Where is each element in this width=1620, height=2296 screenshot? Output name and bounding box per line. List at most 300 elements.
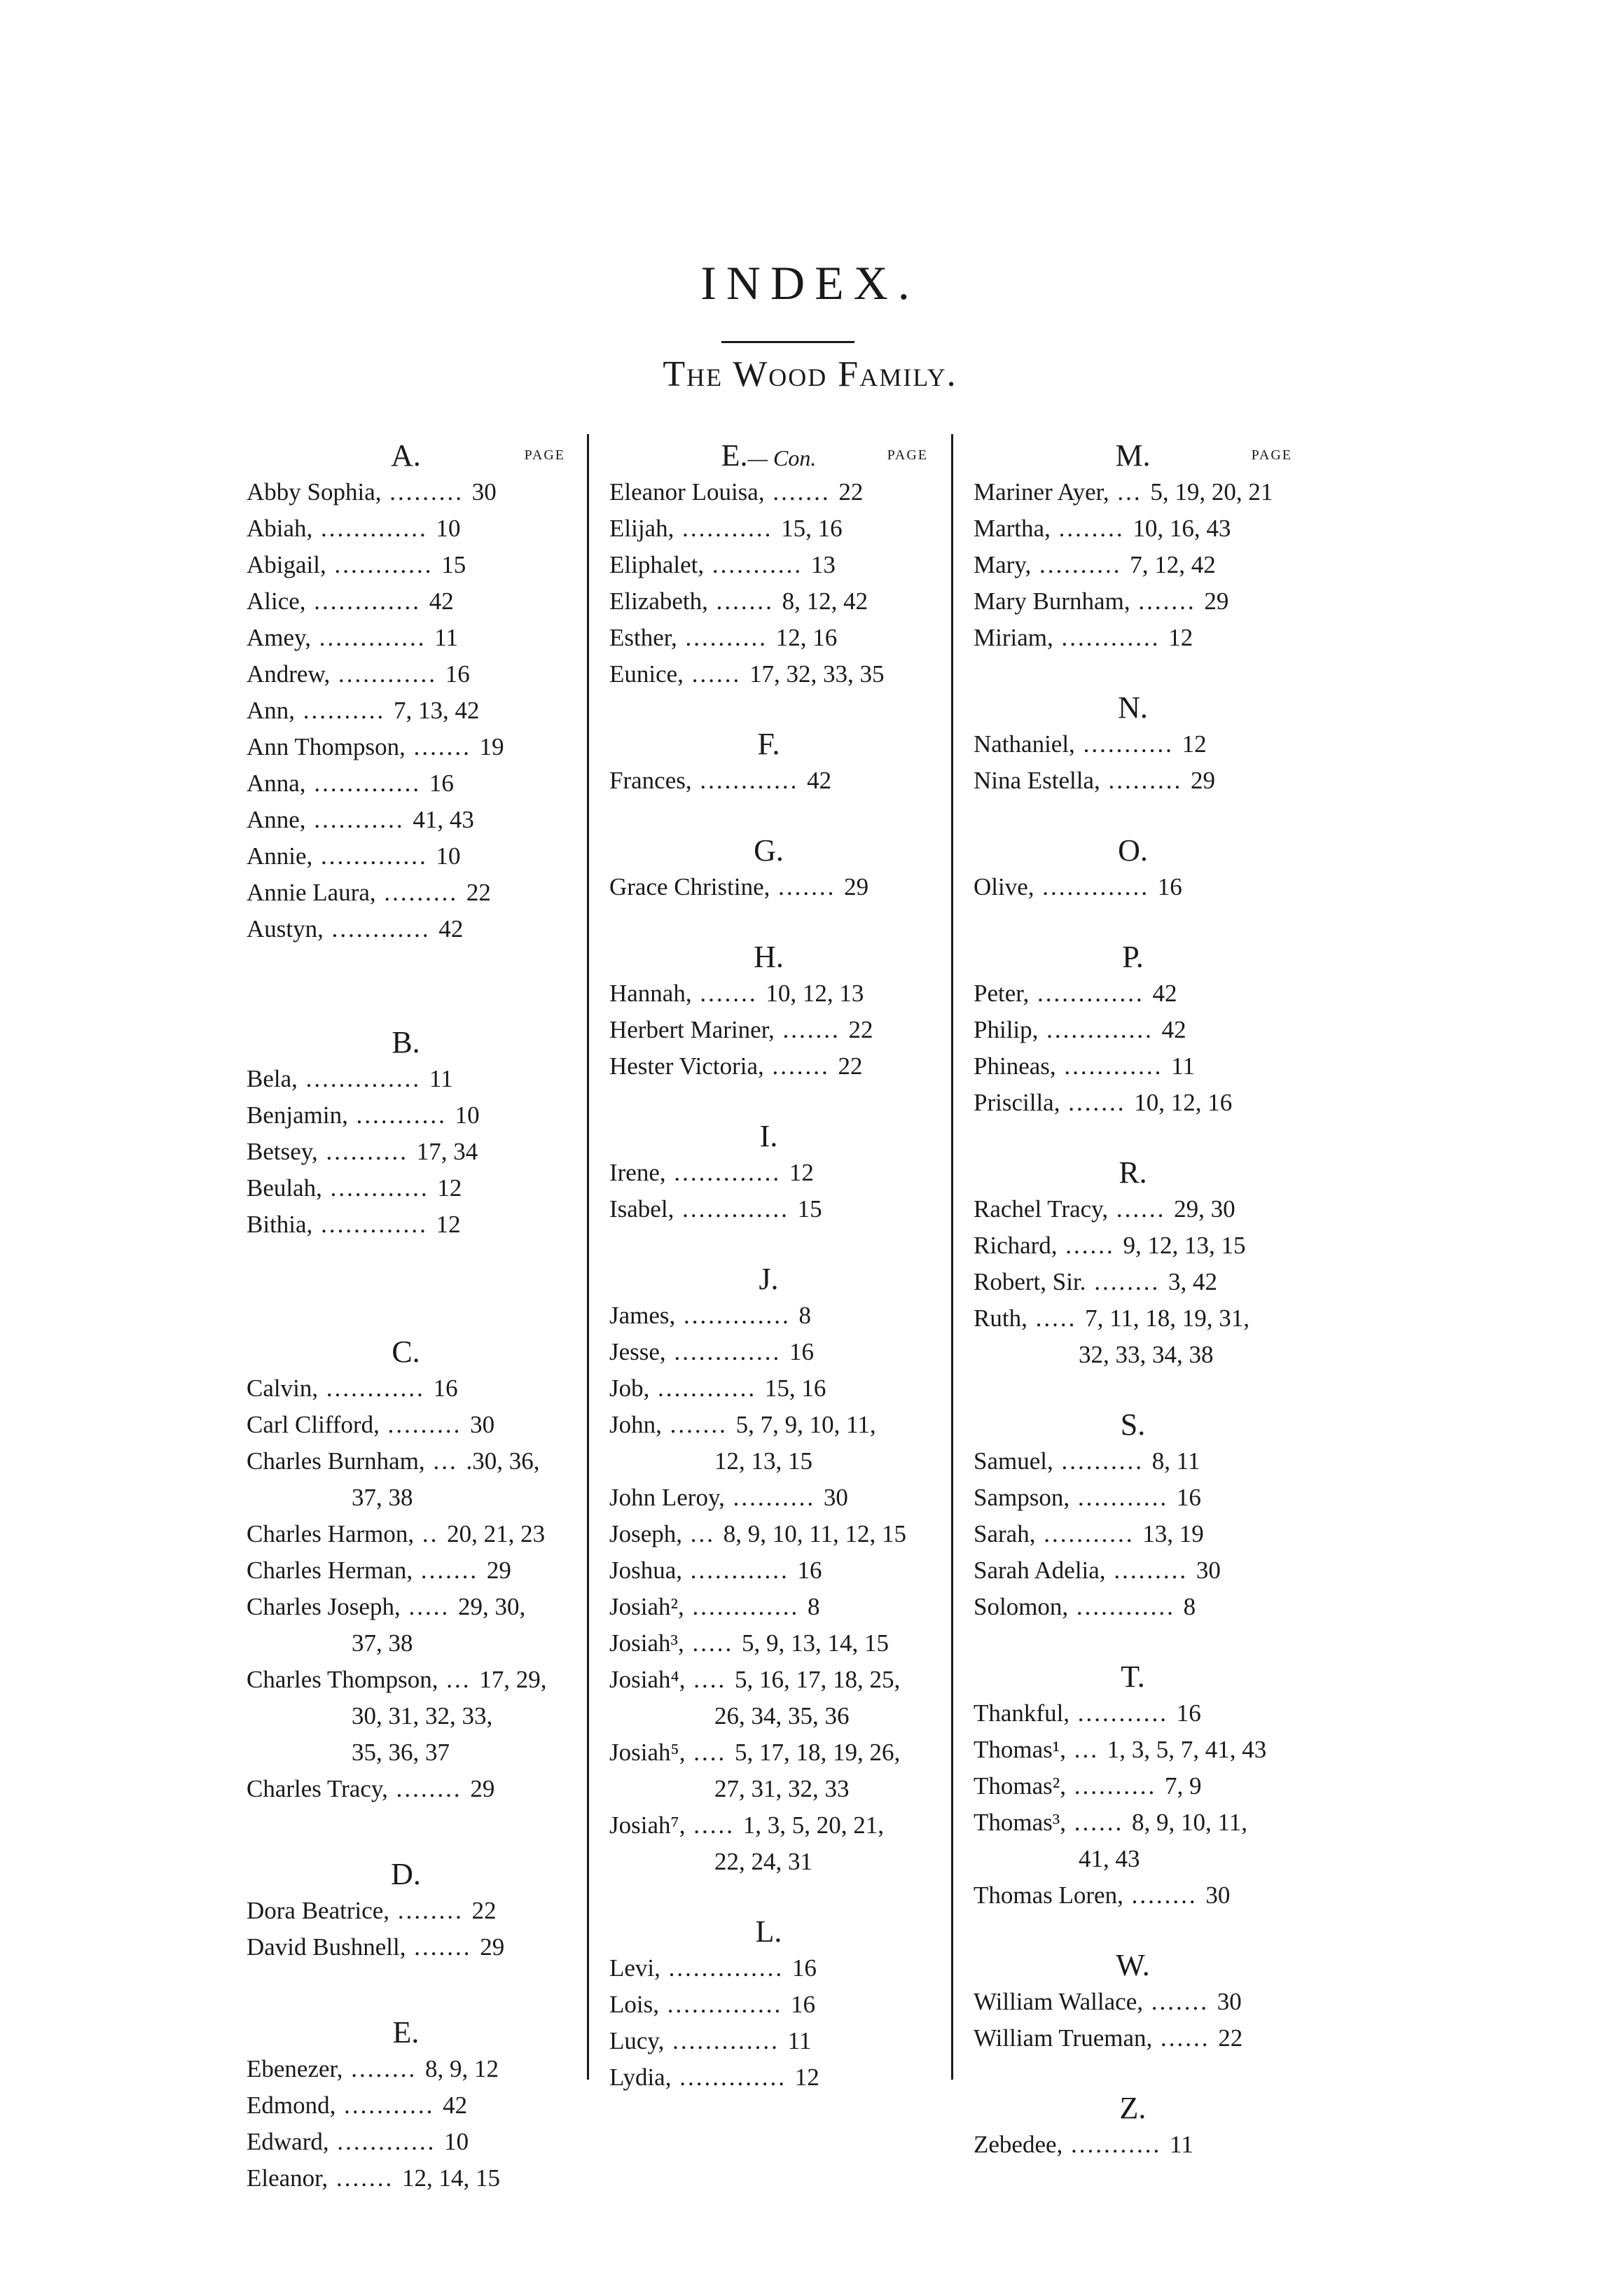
dot-leader: ............. — [1038, 1016, 1162, 1043]
index-entry — [974, 1227, 1292, 1264]
dot-leader: .......... — [295, 697, 394, 724]
entry-name: Annie, — [247, 842, 313, 870]
index-entry — [247, 2124, 565, 2160]
dot-leader: ........ — [389, 1897, 472, 1924]
entry-pages: 15 — [797, 1195, 822, 1223]
entry-name: Hannah, — [609, 980, 692, 1007]
title-rule — [721, 341, 854, 343]
dot-leader: .... — [685, 1739, 735, 1766]
dot-leader: ............ — [1055, 1052, 1172, 1080]
entry-name: Ann Thompson, — [247, 733, 406, 760]
index-entry — [247, 802, 565, 838]
index-entry — [247, 875, 565, 911]
entry-pages: 11 — [429, 1065, 453, 1092]
letter-heading-e-continued: E.— Con. PAGE — [721, 438, 928, 473]
dot-leader: ............. — [1029, 980, 1153, 1007]
entry-pages: 30 — [1205, 1881, 1231, 1909]
dot-leader: .......... — [1053, 1447, 1152, 1475]
index-entry — [247, 1893, 565, 1929]
entry-name: David Bushnell, — [247, 1933, 406, 1961]
dot-leader: ......... — [1100, 767, 1191, 794]
entry-pages: 29, 30, — [457, 1593, 526, 1620]
index-entry — [247, 620, 565, 656]
dot-leader: ........... — [1062, 2131, 1170, 2158]
dot-leader: .......... — [1066, 1772, 1165, 1800]
index-entry — [609, 1155, 928, 1191]
entry-pages: 42 — [438, 915, 464, 942]
entry-pages: 8 — [808, 1593, 820, 1620]
entry-name: Samuel, — [974, 1447, 1053, 1475]
entry-name: Calvin, — [247, 1375, 319, 1402]
dot-leader: ............ — [318, 1375, 434, 1402]
index-entry — [609, 1480, 928, 1516]
dot-leader: ... — [1109, 478, 1151, 506]
index-entry — [974, 474, 1292, 510]
letter-heading-t: T. — [1121, 1660, 1145, 1694]
entry-pages: 12 — [437, 1174, 462, 1202]
entry-pages: 5, 7, 9, 10, 11, — [735, 1411, 876, 1438]
index-entry — [609, 1552, 928, 1589]
dot-leader: ........... — [347, 1101, 455, 1129]
index-entry — [609, 1662, 928, 1698]
entry-name: Abiah, — [247, 515, 313, 542]
index-entry — [247, 1097, 565, 1134]
index-entry — [974, 583, 1292, 620]
dot-leader: ........... — [1035, 1520, 1143, 1547]
entry-pages: 29 — [844, 873, 869, 900]
dot-leader: ....... — [1142, 1988, 1217, 2015]
dot-leader: ........... — [674, 515, 782, 542]
letter-heading-h: H. — [754, 940, 784, 974]
entry-pages: 11 — [787, 2027, 812, 2054]
entry-name: Sarah, — [974, 1520, 1036, 1547]
letter-heading-d: D. — [391, 1857, 421, 1891]
entry-pages: 10 — [455, 1101, 480, 1129]
dot-leader: ........ — [342, 2055, 426, 2082]
entry-pages: 16 — [429, 770, 454, 797]
index-entry — [609, 1370, 928, 1407]
letter-heading-z: Z. — [1119, 2091, 1147, 2125]
dot-leader: .......... — [677, 624, 776, 651]
index-entry — [974, 975, 1292, 1012]
entry-pages: 22 — [848, 1016, 873, 1043]
entry-pages-continued: 26, 34, 35, 36 — [714, 1702, 850, 1730]
entry-pages: 29 — [1191, 767, 1216, 794]
letter-heading-o: O. — [1118, 833, 1148, 868]
entry-name: William Trueman, — [974, 2024, 1153, 2052]
entry-name: Dora Beatrice, — [247, 1897, 390, 1924]
entry-pages: 11 — [434, 624, 458, 651]
entry-name: Thomas³, — [974, 1809, 1067, 1836]
entry-pages: 16 — [1176, 1699, 1201, 1727]
entry-pages: 10 — [436, 842, 461, 870]
entry-pages: 16 — [1176, 1484, 1201, 1511]
entry-pages: 42 — [807, 767, 832, 794]
dot-leader: ... — [682, 1520, 724, 1547]
dot-leader: ..... — [400, 1593, 458, 1620]
dot-leader: .. — [414, 1520, 448, 1547]
entry-name: Bela, — [247, 1065, 298, 1092]
entry-pages-continued: 41, 43 — [1079, 1845, 1140, 1872]
entry-name: Mary, — [974, 551, 1032, 578]
index-entry — [974, 726, 1292, 763]
letter-heading-a: A. PAGE — [391, 438, 565, 473]
dot-leader: ... — [438, 1666, 480, 1693]
dot-leader: ....... — [770, 873, 845, 900]
letter-heading-w: W. — [1116, 1948, 1150, 1982]
entry-pages-continued: 35, 36, 37 — [352, 1739, 450, 1766]
index-entry — [974, 1048, 1292, 1085]
entry-name: Olive, — [974, 873, 1034, 900]
dot-leader: ............ — [328, 2128, 445, 2155]
index-entry — [247, 547, 565, 583]
index-entry — [247, 729, 565, 765]
entry-pages: 29 — [486, 1557, 511, 1584]
entry-pages-continued: 37, 38 — [352, 1484, 413, 1511]
entry-pages: 10 — [444, 2128, 469, 2155]
entry-pages: 22 — [466, 879, 491, 906]
entry-pages-continued: 30, 31, 32, 33, — [352, 1702, 493, 1730]
index-entry — [609, 474, 928, 510]
entry-name: Eleanor Louisa, — [609, 478, 765, 506]
index-entry — [247, 1771, 565, 1807]
entry-name: Josiah², — [609, 1593, 684, 1620]
dot-leader: ....... — [661, 1411, 736, 1438]
dot-leader: ....... — [405, 733, 480, 760]
dot-leader: ............. — [311, 624, 435, 651]
dot-leader: ........ — [1123, 1881, 1206, 1909]
letter-heading-s: S. — [1120, 1407, 1146, 1442]
entry-name: Josiah⁵, — [609, 1739, 686, 1766]
entry-pages: 15 — [441, 551, 466, 578]
dot-leader: ............. — [312, 515, 436, 542]
dot-leader: ............ — [1068, 1593, 1184, 1620]
entry-name: Philip, — [974, 1016, 1039, 1043]
index-entry — [974, 1480, 1292, 1516]
entry-name: Josiah⁷, — [609, 1811, 686, 1839]
entry-name: Lois, — [609, 1991, 659, 2018]
entry-name: Edward, — [247, 2128, 329, 2155]
dot-leader: ...... — [1152, 2024, 1219, 2052]
index-entry — [247, 1206, 565, 1243]
index-entry — [974, 1589, 1292, 1625]
letter-heading-b: B. — [392, 1025, 420, 1059]
entry-name: Jesse, — [609, 1338, 666, 1365]
dot-leader: ....... — [764, 478, 839, 506]
dot-leader: ............ — [321, 1174, 438, 1202]
entry-pages: 10, 12, 13 — [766, 980, 864, 1007]
entry-pages: 16 — [790, 1991, 815, 2018]
entry-name: Thomas², — [974, 1772, 1067, 1800]
entry-name: Mary Burnham, — [974, 587, 1130, 615]
entry-name: Zebedee, — [974, 2131, 1063, 2158]
dot-leader: ............. — [665, 1338, 789, 1365]
entry-name: Irene, — [609, 1159, 666, 1186]
index-entry — [974, 2020, 1292, 2057]
entry-pages: 17, 29, — [479, 1666, 547, 1693]
dot-leader: .... — [685, 1666, 735, 1693]
entry-pages-continued: 12, 13, 15 — [714, 1447, 812, 1475]
dot-leader: ............. — [684, 1593, 808, 1620]
entry-name: Peter, — [974, 980, 1030, 1007]
entry-pages: 15, 16 — [764, 1375, 826, 1402]
entry-name: Josiah³, — [609, 1629, 684, 1657]
entry-pages: 22 — [1218, 2024, 1243, 2052]
index-entry — [974, 1768, 1292, 1804]
dot-leader: ......... — [381, 478, 472, 506]
entry-name: Sampson, — [974, 1484, 1070, 1511]
entry-pages: 13, 19 — [1142, 1520, 1204, 1547]
dot-leader: ....... — [707, 587, 782, 615]
dot-leader: ......... — [375, 879, 466, 906]
column-divider-right — [951, 434, 953, 2080]
index-entry — [247, 1929, 565, 1965]
dot-leader: ....... — [691, 980, 766, 1007]
dot-leader: ...... — [1108, 1195, 1175, 1223]
entry-pages: 10 — [436, 515, 461, 542]
entry-pages: 17, 32, 33, 35 — [749, 660, 885, 688]
entry-pages: 1, 3, 5, 7, 41, 43 — [1107, 1736, 1267, 1763]
index-entry — [609, 583, 928, 620]
index-entry — [247, 1134, 565, 1170]
index-entry — [609, 1950, 928, 1987]
entry-name: Austyn, — [247, 915, 324, 942]
index-entry — [609, 975, 928, 1012]
dot-leader: ............. — [1034, 873, 1158, 900]
entry-name: Benjamin, — [247, 1101, 348, 1129]
dot-leader: ..... — [685, 1811, 743, 1839]
entry-name: William Wallace, — [974, 1988, 1143, 2015]
entry-pages: 12, 16 — [775, 624, 838, 651]
index-entry — [974, 2127, 1292, 2163]
dot-leader: ..... — [1027, 1304, 1086, 1332]
dot-leader: ........... — [1069, 1699, 1177, 1727]
entry-pages: 30 — [1196, 1557, 1221, 1584]
column-divider-left — [587, 434, 589, 2080]
dot-leader: ............ — [323, 915, 439, 942]
index-entry — [247, 693, 565, 729]
entry-name: Amey, — [247, 624, 312, 651]
dot-leader: ........... — [335, 2092, 443, 2119]
entry-name: Charles Joseph, — [247, 1593, 401, 1620]
dot-leader: ............ — [330, 660, 445, 688]
entry-name: Esther, — [609, 624, 677, 651]
entry-pages: 8, 9, 10, 11, 12, 15 — [723, 1520, 906, 1547]
entry-pages-continued: 22, 24, 31 — [714, 1848, 812, 1875]
entry-name: Joseph, — [609, 1520, 683, 1547]
entry-name: Nina Estella, — [974, 767, 1100, 794]
letter-heading-l: L. — [755, 1914, 782, 1949]
dot-leader: ....... — [328, 2164, 402, 2192]
dot-leader: ............ — [691, 767, 808, 794]
entry-pages: 29 — [1204, 587, 1229, 615]
entry-name: Abigail, — [247, 551, 326, 578]
index-entry — [247, 765, 565, 802]
index-entry — [247, 510, 565, 547]
entry-pages: 16 — [789, 1338, 814, 1365]
entry-pages: 12 — [789, 1159, 814, 1186]
entry-pages: 5, 19, 20, 21 — [1150, 478, 1273, 506]
index-entry — [974, 547, 1292, 583]
entry-pages: 41, 43 — [413, 806, 474, 833]
index-entry — [609, 510, 928, 547]
dot-leader: ....... — [774, 1016, 849, 1043]
entry-name: Annie Laura, — [247, 879, 376, 906]
entry-name: Priscilla, — [974, 1089, 1060, 1116]
entry-pages: 12 — [1168, 624, 1193, 651]
entry-name: Eunice, — [609, 660, 684, 688]
entry-name: Ruth, — [974, 1304, 1027, 1332]
entry-pages: 8, 9, 12 — [425, 2055, 499, 2082]
entry-name: Joshua, — [609, 1557, 683, 1584]
dot-leader: .......... — [1031, 551, 1130, 578]
entry-name: Charles Tracy, — [247, 1775, 388, 1802]
letter-heading-m: M. PAGE — [1115, 438, 1292, 473]
entry-pages: 42 — [1152, 980, 1177, 1007]
entry-name: Herbert Mariner, — [609, 1016, 775, 1043]
entry-pages-continued: 32, 33, 34, 38 — [1079, 1341, 1214, 1368]
dot-leader: ........... — [1074, 730, 1182, 758]
entry-name: Martha, — [974, 515, 1051, 542]
entry-pages: 30 — [823, 1484, 848, 1511]
index-entry — [609, 2023, 928, 2059]
entry-pages: 29 — [470, 1775, 495, 1802]
index-entry — [247, 583, 565, 620]
dot-leader: ....... — [1130, 587, 1205, 615]
index-entry — [609, 656, 928, 693]
entry-pages: 13 — [810, 551, 836, 578]
dot-leader: ....... — [413, 1557, 487, 1584]
index-entry — [974, 1264, 1292, 1300]
entry-pages: 29, 30 — [1174, 1195, 1235, 1223]
entry-name: Edmond, — [247, 2092, 336, 2119]
index-entry — [247, 1516, 565, 1552]
entry-name: Sarah Adelia, — [974, 1557, 1106, 1584]
index-title: INDEX. — [700, 256, 920, 309]
entry-name: Rachel Tracy, — [974, 1195, 1109, 1223]
index-entry — [609, 1334, 928, 1370]
entry-pages: 42 — [429, 587, 454, 615]
entry-pages: 16 — [1157, 873, 1182, 900]
index-entry — [974, 1012, 1292, 1048]
entry-pages: 7, 13, 42 — [394, 697, 480, 724]
entry-pages: 8 — [1183, 1593, 1196, 1620]
entry-pages: 5, 9, 13, 14, 15 — [742, 1629, 889, 1657]
entry-name: Thomas¹, — [974, 1736, 1067, 1763]
entry-pages: 17, 34 — [416, 1138, 478, 1165]
index-entry — [974, 763, 1292, 799]
index-entry — [247, 1061, 565, 1097]
entry-name: James, — [609, 1302, 676, 1329]
index-entry — [609, 1191, 928, 1227]
dot-leader: ............. — [674, 1195, 798, 1223]
entry-name: Carl Clifford, — [247, 1411, 380, 1438]
entry-pages: 1, 3, 5, 20, 21, — [742, 1811, 884, 1839]
letter-heading-e: E. — [392, 2015, 420, 2050]
dot-leader: ... — [1066, 1736, 1107, 1763]
index-entry — [974, 1732, 1292, 1768]
letter-heading-f: F. — [757, 727, 780, 761]
entry-pages: 12 — [1182, 730, 1207, 758]
index-entry — [974, 620, 1292, 656]
index-entry — [609, 1734, 928, 1771]
index-entry — [609, 1516, 928, 1552]
dot-leader: ............. — [305, 770, 429, 797]
dot-leader: ............ — [682, 1557, 798, 1584]
dot-leader: ...... — [683, 660, 749, 688]
entry-pages: 8 — [798, 1302, 812, 1329]
index-entry — [974, 1804, 1292, 1841]
index-entry — [247, 2087, 565, 2124]
entry-pages: 20, 21, 23 — [447, 1520, 546, 1547]
index-entry — [247, 1170, 565, 1206]
letter-heading-r: R. — [1119, 1155, 1147, 1190]
dot-leader: ........... — [704, 551, 811, 578]
index-entry — [609, 1048, 928, 1085]
entry-name: Lucy, — [609, 2027, 665, 2054]
entry-name: Hester Victoria, — [609, 1052, 764, 1080]
entry-pages: 7, 9 — [1165, 1772, 1202, 1800]
dot-leader: ........... — [1069, 1484, 1177, 1511]
letter-heading-j: J. — [759, 1262, 779, 1296]
dot-leader: ........... — [305, 806, 413, 833]
index-entry — [974, 510, 1292, 547]
dot-leader: ........ — [1050, 515, 1133, 542]
dot-leader: ...... — [1057, 1232, 1123, 1259]
letter-heading-i: I. — [759, 1119, 778, 1153]
entry-pages: 3, 42 — [1168, 1268, 1217, 1295]
index-entry — [609, 763, 928, 799]
dot-leader: .............. — [658, 1991, 791, 2018]
entry-pages: 42 — [1161, 1016, 1186, 1043]
entry-name: Richard, — [974, 1232, 1058, 1259]
entry-pages: 30 — [471, 478, 497, 506]
entry-pages: 22 — [838, 478, 864, 506]
index-entry — [247, 911, 565, 947]
entry-name: Anne, — [247, 806, 306, 833]
letter-heading-p: P. — [1122, 940, 1144, 974]
entry-name: Alice, — [247, 587, 306, 615]
index-entry — [974, 1191, 1292, 1227]
index-entry — [974, 1516, 1292, 1552]
index-entry — [609, 547, 928, 583]
entry-pages: 15, 16 — [781, 515, 843, 542]
entry-pages: .30, 36, — [466, 1447, 540, 1475]
entry-pages: 8, 9, 10, 11, — [1132, 1809, 1247, 1836]
entry-pages: 22 — [838, 1052, 863, 1080]
entry-name: Grace Christine, — [609, 873, 770, 900]
entry-pages: 16 — [433, 1375, 458, 1402]
dot-leader: ......... — [379, 1411, 471, 1438]
entry-name: Elijah, — [609, 515, 674, 542]
index-entry — [247, 1589, 565, 1625]
index-column-1 — [247, 438, 565, 2197]
entry-pages: 16 — [791, 1954, 817, 1982]
entry-name: Josiah⁴, — [609, 1666, 686, 1693]
index-entry — [609, 1625, 928, 1662]
entry-name: Solomon, — [974, 1593, 1069, 1620]
dot-leader: ......... — [1105, 1557, 1196, 1584]
index-entry — [247, 2051, 565, 2087]
entry-name: Charles Herman, — [247, 1557, 413, 1584]
entry-pages: 7, 11, 18, 19, 31, — [1085, 1304, 1250, 1332]
entry-name: Beulah, — [247, 1174, 322, 1202]
index-entry — [609, 1407, 928, 1443]
index-entry — [247, 1443, 565, 1480]
index-column-2 — [609, 438, 928, 2096]
index-entry — [974, 1552, 1292, 1589]
entry-name: Nathaniel, — [974, 730, 1075, 758]
